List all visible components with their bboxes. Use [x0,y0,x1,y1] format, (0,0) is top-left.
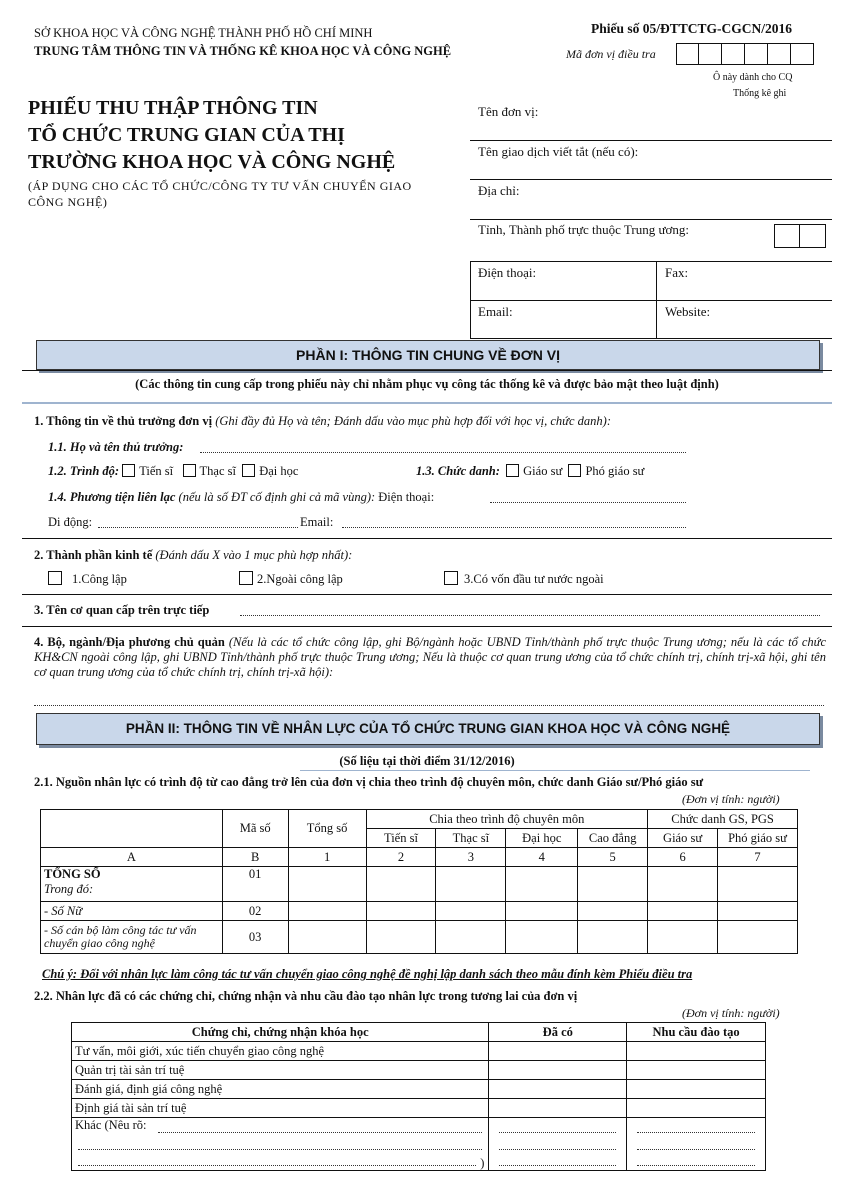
header-cell: Mã số [222,810,288,848]
index-cell: 1 [288,848,366,867]
other-input[interactable] [158,1132,482,1133]
q1-2-row [48,464,298,479]
input-cell[interactable] [436,902,506,921]
mobile-label: Di động: [48,515,93,529]
leader-phone-label: Điện thoại: [378,490,435,504]
input-cell[interactable] [627,1099,766,1118]
index-cell: B [222,848,288,867]
leader-phone-input[interactable] [490,502,686,503]
input-cell[interactable] [436,921,506,954]
phone-field[interactable]: Điện thoại: [478,265,537,280]
table-row [72,1080,766,1099]
row-code: 03 [222,921,288,954]
form-number: Phiếu số 05/ĐTTCTG-CGCN/2016 [591,21,793,36]
title-option: Phó giáo sư [585,464,645,478]
checkbox-dai-hoc[interactable] [242,464,255,477]
part1-banner: PHẦN I: THÔNG TIN CHUNG VỀ ĐƠN VỊ [36,340,820,370]
input-cell[interactable] [718,867,798,902]
sub-label: Trong đó: [44,882,94,896]
unit-abbr-field[interactable]: Tên giao dịch viết tắt (nếu có): [478,144,639,159]
input-cell[interactable] [489,1080,627,1099]
input-cell[interactable] [436,867,506,902]
code-box[interactable] [791,43,814,65]
input-cell[interactable] [648,902,718,921]
code-box[interactable] [722,43,745,65]
input-cell[interactable] [288,867,366,902]
q1-3-label: 1.3. Chức danh: [416,464,500,478]
input-cell[interactable] [648,867,718,902]
confidentiality-note: (Các thông tin cung cấp trong phiếu này chỉ nhằm phục vụ công tác thống kê và được bảo mật theo luật định) [135,377,719,391]
row-label: - Số cán bộ làm công tác tư vấn chuyển giao công nghệ [41,921,223,954]
q1-3-row [416,464,644,479]
reserved-note: Thống kê ghi [733,88,787,99]
q2-option-3[interactable] [444,571,604,587]
input-cell[interactable] [627,1061,766,1080]
code-box[interactable] [745,43,768,65]
q1-2-label: 1.2. Trình độ: [48,464,120,478]
table-row [72,1061,766,1080]
website-field[interactable]: Website: [665,304,711,319]
unit-code-label: Mã đơn vị điều tra [566,47,656,61]
title-option: Giáo sư [523,464,563,478]
input-cell[interactable] [489,1118,627,1171]
q2-title: 2. Thành phần kinh tế [34,548,153,562]
as-of-date: (Số liệu tại thời điểm 31/12/2016) [339,754,515,768]
input-cell[interactable] [489,1061,627,1080]
leader-email-input[interactable] [342,527,686,528]
input-cell[interactable] [578,902,648,921]
certificate-table [71,1022,766,1171]
input-cell[interactable] [366,921,436,954]
index-cell: 7 [718,848,798,867]
input-cell[interactable] [578,921,648,954]
q2-option-1[interactable] [48,571,127,587]
cert-label: Định giá tài sản trí tuệ [72,1099,489,1118]
index-cell: 3 [436,848,506,867]
header-cell: Phó giáo sư [718,829,798,848]
input-cell[interactable] [489,1099,627,1118]
q1-heading [34,414,611,429]
input-cell[interactable] [288,902,366,921]
table-row [41,921,798,954]
header-cell: Thạc sĩ [436,829,506,848]
other-input[interactable] [78,1165,476,1166]
option-label: 3.Có vốn đầu tư nước ngoài [464,572,604,586]
governing-body-input[interactable] [34,705,824,706]
header-cell [41,810,223,848]
q2-1-title: 2.1. Nguồn nhân lực có trình độ từ cao đẳng trở lên của đơn vị chia theo trình độ chuyên môn, chức danh Giáo sư/Phó giáo sư [34,775,704,789]
header-cell: Giáo sư [648,829,718,848]
row-label [41,867,223,902]
title-line: TRƯỜNG KHOA HỌC VÀ CÔNG NGHỆ [28,151,396,173]
form-subtitle: (ÁP DỤNG CHO CÁC TỔ CHỨC/CÔNG TY TƯ VẤN CHUYỂN GIAO CÔNG NGHỆ) [28,179,412,209]
q3-title: 3. Tên cơ quan cấp trên trực tiếp [34,603,210,617]
input-cell[interactable] [718,902,798,921]
degree-option: Tiến sĩ [139,464,174,478]
checkbox-thac-si[interactable] [183,464,196,477]
title-line: PHIẾU THU THẬP THÔNG TIN [28,97,318,119]
part2-banner: PHẦN II: THÔNG TIN VỀ NHÂN LỰC CỦA TỔ CHỨC TRUNG GIAN KHOA HỌC VÀ CÔNG NGHỆ [36,713,820,745]
table-row [41,902,798,921]
q2-heading [34,548,352,563]
unit-name-field[interactable]: Tên đơn vị: [478,104,539,119]
q1-4-hint: (nếu là số ĐT cố định ghi cả mã vùng): [178,490,376,504]
closing-paren: ) [480,1156,485,1170]
option-label: 1.Công lập [72,572,127,586]
q1-1-row [48,440,183,455]
header-cell: Đại học [506,829,578,848]
unit-address-field[interactable]: Địa chỉ: [478,183,520,198]
code-box[interactable] [800,224,826,248]
header-cell: Tổng số [288,810,366,848]
q1-title: 1. Thông tin về thủ trưởng đơn vị [34,414,213,428]
header-cell: Chia theo trình độ chuyên môn [366,810,648,829]
mobile-input[interactable] [98,527,298,528]
form-title [28,95,395,176]
q4-title: 4. Bộ, ngành/Địa phương chủ quản [34,635,225,649]
q2-hint: (Đánh dấu X vào 1 mục phù hợp nhất): [155,548,353,562]
checkbox-giao-su[interactable] [506,464,519,477]
header-cell: Nhu cầu đào tạo [627,1023,766,1042]
checkbox-von-nuoc-ngoai[interactable] [444,571,458,585]
unit-note: (Đơn vị tính: người) [682,1006,780,1020]
unit-code-boxes[interactable] [676,43,814,65]
unit-note: (Đơn vị tính: người) [682,792,780,806]
row-code: 02 [222,902,288,921]
input-cell[interactable] [366,902,436,921]
index-cell: 4 [506,848,578,867]
input-cell[interactable] [366,867,436,902]
table-note: Chú ý: Đối với nhân lực làm công tác tư vấn chuyển giao công nghệ đề nghị lập danh sách theo mẫu đính kèm Phiếu điều tra [42,967,693,981]
code-box[interactable] [768,43,791,65]
header-cell: Chức danh GS, PGS [648,810,798,829]
q1-4-label: 1.4. Phương tiện liên lạc [48,490,176,504]
input-cell[interactable] [627,1042,766,1061]
input-cell[interactable] [718,921,798,954]
code-box[interactable] [676,43,699,65]
input-cell[interactable] [288,921,366,954]
table-row [72,1042,766,1061]
q2-2-title: 2.2. Nhân lực đã có các chứng chỉ, chứng nhận và nhu cầu đào tạo nhân lực trong tương lai của đơn vị [34,989,578,1003]
other-input[interactable] [78,1149,482,1150]
option-label: 2.Ngoài công lập [257,572,343,586]
header-cell: Tiến sĩ [366,829,436,848]
code-box[interactable] [774,224,800,248]
index-cell: A [41,848,223,867]
input-cell[interactable] [506,867,578,902]
index-cell: 6 [648,848,718,867]
q4-heading [34,635,826,680]
leader-email-label: Email: [300,515,334,529]
row-code: 01 [222,867,288,902]
header-cell: Chứng chỉ, chứng nhận khóa học [72,1023,489,1042]
index-cell: 2 [366,848,436,867]
title-line: TỔ CHỨC TRUNG GIAN CỦA THỊ [28,124,345,146]
checkbox-tien-si[interactable] [122,464,135,477]
email-field[interactable]: Email: [478,304,513,319]
input-cell[interactable] [506,902,578,921]
q1-1-label: 1.1. Họ và tên thủ trưởng: [48,440,184,454]
leader-name-input[interactable] [200,452,686,453]
fax-field[interactable]: Fax: [665,265,689,280]
cert-label: Đánh giá, định giá công nghệ [72,1080,489,1099]
unit-province-field[interactable]: Tỉnh, Thành phố trực thuộc Trung ương: [478,222,690,237]
input-cell[interactable] [627,1118,766,1171]
checkbox-ngoai-cong-lap[interactable] [239,571,253,585]
province-code-boxes[interactable] [774,224,826,248]
staff-qualification-table [40,809,798,954]
other-label: Khác (Nêu rõ: [75,1118,147,1132]
table-row [72,1118,766,1171]
degree-option: Đại học [259,464,299,478]
q1-4-row [48,490,434,505]
department-name: SỞ KHOA HỌC VÀ CÔNG NGHỆ THÀNH PHỐ HỒ CHÍ MINH [34,26,373,40]
checkbox-cong-lap[interactable] [48,571,62,585]
q1-hint: (Ghi đầy đủ Họ và tên; Đánh dấu vào mục phù hợp đối với học vị, chức danh): [215,414,611,428]
table-row [72,1099,766,1118]
parent-agency-input[interactable] [240,615,820,616]
row-label: - Số Nữ [41,902,223,921]
table-row [41,867,798,902]
degree-option: Thạc sĩ [199,464,236,478]
q2-option-2[interactable] [239,571,343,587]
input-cell[interactable] [627,1080,766,1099]
input-cell[interactable] [578,867,648,902]
cert-label: Tư vấn, môi giới, xúc tiến chuyển giao công nghệ [72,1042,489,1061]
checkbox-pho-giao-su[interactable] [568,464,581,477]
header-cell: Đã có [489,1023,627,1042]
index-cell: 5 [578,848,648,867]
code-box[interactable] [699,43,722,65]
cert-label: Quản trị tài sản trí tuệ [72,1061,489,1080]
input-cell[interactable] [648,921,718,954]
total-label: TỔNG SỐ [44,867,101,881]
input-cell[interactable] [489,1042,627,1061]
center-name: TRUNG TÂM THÔNG TIN VÀ THỐNG KÊ KHOA HỌC VÀ CÔNG NGHỆ [34,44,452,58]
input-cell[interactable] [506,921,578,954]
cert-label [72,1118,489,1171]
q4-hint: (Nếu là các tổ chức công lập, ghi Bộ/ngành hoặc UBND Tỉnh/thành phố trực thuộc Trung ương; nếu là các tổ chức KH&CN ngoài công lập, ghi UBND Tỉnh/thành phố trực thuộc Trung ương; Nếu là thuộc cơ quan trung ương của tổ chức chính trị, chính trị-xã hội, ghi tên cơ quan trung ương của tổ chức chính trị, chính trị-xã hội): [34,635,826,679]
header-cell: Cao đẳng [578,829,648,848]
reserved-note: Ô này dành cho CQ [713,72,793,83]
